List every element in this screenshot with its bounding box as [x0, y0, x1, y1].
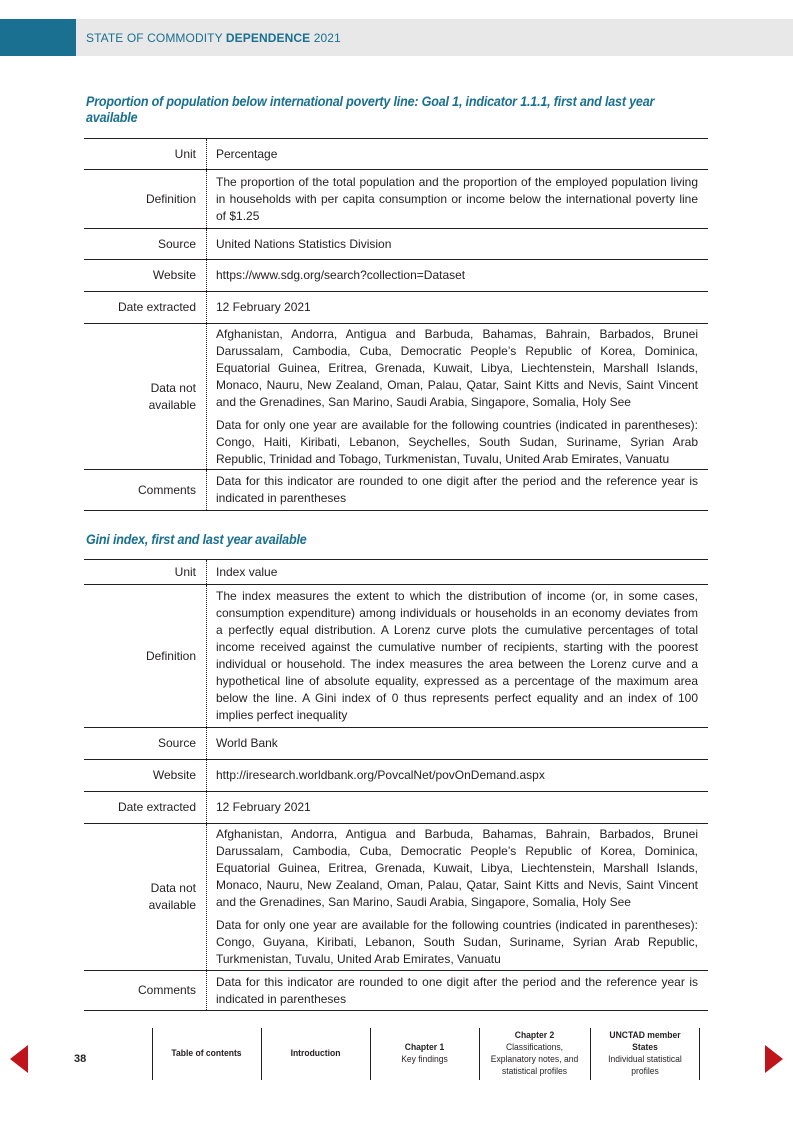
- row-label: Website: [84, 760, 207, 792]
- row-label: Definition: [84, 585, 207, 728]
- nav-divider: [370, 1028, 371, 1080]
- row-label: Data not available: [84, 824, 207, 971]
- table-row: [84, 170, 708, 229]
- table-row: [84, 229, 708, 260]
- section-title-gini: Gini index, first and last year available: [86, 532, 307, 547]
- table-row: [84, 585, 708, 728]
- table-row: [84, 560, 708, 585]
- row-value: The proportion of the total population and the proportion of the employed population living in households with per capita consumption or income below the international poverty line of $1.25: [216, 174, 698, 223]
- row-value: 12 February 2021: [216, 800, 311, 814]
- row-label: Source: [84, 229, 207, 260]
- nav-introduction[interactable]: Introduction: [290, 1048, 341, 1059]
- nav-member-states[interactable]: UNCTAD member States Individual statistical profiles: [608, 1030, 682, 1077]
- page-number: 38: [74, 1053, 87, 1065]
- running-title: STATE OF COMMODITY DEPENDENCE 2021: [86, 31, 341, 45]
- page-header: [0, 19, 793, 56]
- table-row: [84, 971, 708, 1011]
- nav-divider: [590, 1028, 591, 1080]
- arrow-right-icon[interactable]: [765, 1045, 783, 1073]
- table-row: [84, 324, 708, 470]
- row-value: Afghanistan, Andorra, Antigua and Barbuda, Bahamas, Bahrain, Barbados, Brunei Darussalam, Cambodia, Cuba, Democratic People’s Republic of Korea, Dominica, Equatorial Guinea, Eritrea, Grenada, Kuwait, Libya, Liechtenstein, Marshall Islands, Monaco, Nauru, New Zealand, Oman, Palau, Qatar, Saint Kitts and Nevis, Saint Vincent and the Grenadines, San Marino, Saudi Arabia, Singapore, Somalia, Holy See Data for only one year are available for the following countries (indicated in parentheses): Congo, Guyana, Kiribati, Lebanon, South Sudan, Suriname, Syrian Arab Republic, Turkmenistan, Tuvalu, United Arab Emirates, Vanuatu: [216, 827, 698, 966]
- nav-divider: [152, 1028, 153, 1080]
- table-row: [84, 792, 708, 824]
- row-value: 12 February 2021: [216, 300, 311, 314]
- row-value: World Bank: [216, 736, 278, 750]
- nav-divider: [479, 1028, 480, 1080]
- website-link[interactable]: https://www.sdg.org/search?collection=Dataset: [216, 268, 466, 282]
- poverty-metadata-table: [84, 138, 708, 511]
- row-label: Comments: [84, 971, 207, 1011]
- nav-divider: [699, 1028, 700, 1080]
- table-row: [84, 824, 708, 971]
- table-row: [84, 260, 708, 292]
- row-label: Unit: [84, 560, 207, 585]
- row-label: Unit: [84, 139, 207, 170]
- row-label: Comments: [84, 470, 207, 511]
- row-label: Data not available: [84, 324, 207, 470]
- row-value: Afghanistan, Andorra, Antigua and Barbuda, Bahamas, Bahrain, Barbados, Brunei Darussalam, Cambodia, Cuba, Democratic People’s Republic of Korea, Dominica, Equatorial Guinea, Eritrea, Grenada, Kuwait, Libya, Liechtenstein, Marshall Islands, Monaco, Nauru, New Zealand, Oman, Palau, Qatar, Saint Kitts and Nevis, Saint Vincent and the Grenadines, San Marino, Saudi Arabia, Singapore, Somalia, Holy See Data for only one year are available for the following countries (indicated in parentheses): Congo, Haiti, Kiribati, Lebanon, Seychelles, South Sudan, Suriname, Syrian Arab Republic, Trinidad and Tobago, Turkmenistan, Tuvalu, United Arab Emirates, Vanuatu: [216, 326, 698, 466]
- nav-chapter-1[interactable]: Chapter 1 Key findings: [401, 1042, 448, 1065]
- row-value: Data for this indicator are rounded to one digit after the period and the reference year is indicated in parentheses: [216, 474, 698, 505]
- row-value: The index measures the extent to which the distribution of income (or, in some cases, consumption expenditure) among individuals or households in an economy deviates from a perfectly equal distribution. A Lorenz curve plots the cumulative percentages of total income received against the cumulative number of recipients, starting with the poorest individual or household. The index measures the area between the Lorenz curve and a hypothetical line of absolute equality, expressed as a percentage of the maximum area below the line. A Gini index of 0 thus represents perfect equality and an index of 100 implies perfect inequality: [216, 589, 698, 722]
- nav-divider: [261, 1028, 262, 1080]
- table-row: [84, 292, 708, 324]
- row-label: Website: [84, 260, 207, 292]
- arrow-left-icon[interactable]: [10, 1045, 28, 1073]
- table-row: [84, 470, 708, 511]
- gini-metadata-table: [84, 559, 708, 1011]
- nav-chapter-2[interactable]: Chapter 2 Classifications, Explanatory notes, and statistical profiles: [490, 1030, 579, 1077]
- row-value: Data for this indicator are rounded to one digit after the period and the reference year is indicated in parentheses: [216, 974, 698, 1006]
- row-label: Definition: [84, 170, 207, 229]
- website-link[interactable]: http://iresearch.worldbank.org/PovcalNet/povOnDemand.aspx: [216, 768, 545, 782]
- row-value: Index value: [216, 564, 278, 579]
- table-row: [84, 728, 708, 760]
- row-label: Date extracted: [84, 792, 207, 824]
- row-label: Source: [84, 728, 207, 760]
- row-value: Percentage: [216, 146, 278, 161]
- row-value: United Nations Statistics Division: [216, 236, 392, 251]
- section-title-poverty: Proportion of population below international poverty line: Goal 1, indicator 1.1.1, first and last year available: [86, 94, 655, 125]
- table-row: [84, 760, 708, 792]
- nav-table-of-contents[interactable]: Table of contents: [171, 1048, 242, 1059]
- row-label: Date extracted: [84, 292, 207, 324]
- header-accent-bar: [0, 19, 76, 56]
- table-row: [84, 139, 708, 170]
